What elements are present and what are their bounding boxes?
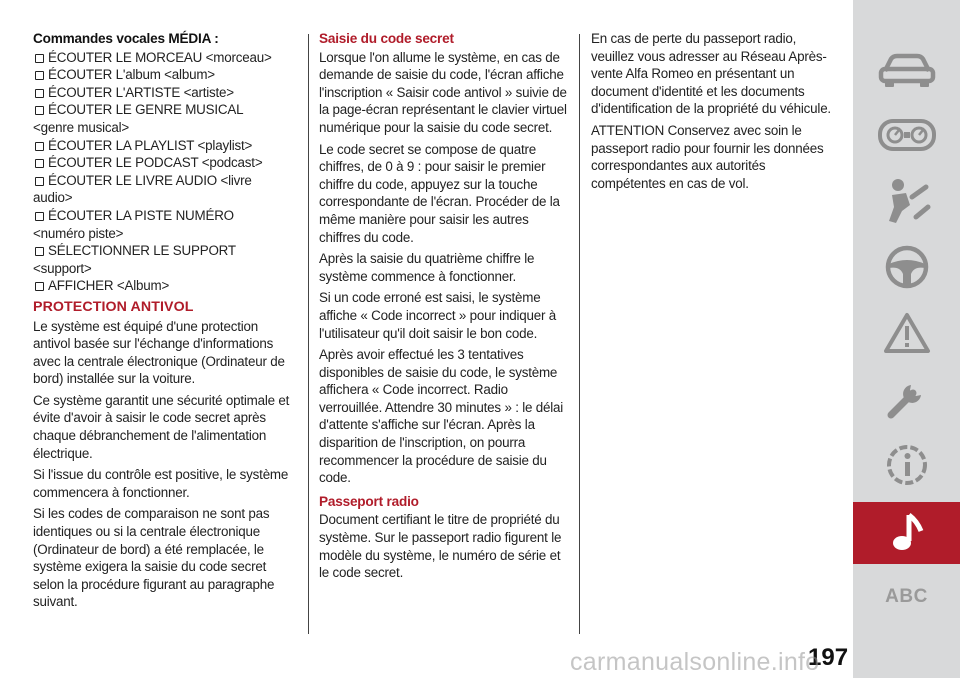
sidebar-item-driving[interactable] bbox=[853, 236, 960, 298]
command-item: ÉCOUTER LA PISTE NUMÉRO bbox=[33, 207, 295, 225]
checkbox-icon bbox=[35, 54, 44, 63]
checkbox-icon bbox=[35, 177, 44, 186]
command-item: ÉCOUTER LE PODCAST <podcast> bbox=[33, 154, 295, 172]
seatbelt-icon bbox=[882, 177, 932, 225]
music-note-icon bbox=[887, 511, 927, 555]
voice-commands-list bbox=[33, 49, 295, 295]
dashboard-icon bbox=[877, 115, 937, 155]
paragraph: Si un code erroné est saisi, le système affiche « Code incorrect » pour indiquer à l'utilisateur qu'il doit saisir le bon code. bbox=[319, 290, 556, 341]
command-item: ÉCOUTER LE LIVRE AUDIO <livre bbox=[33, 172, 295, 190]
command-item-continuation: <support> bbox=[33, 260, 92, 276]
command-item: ÉCOUTER L'album <album> bbox=[33, 66, 295, 84]
paragraph: Ce système garantit une sécurité optimale et évite d'avoir à saisir le code secret après chaque débranchement de l'alimentation électrique. bbox=[33, 392, 290, 461]
column-1 bbox=[33, 30, 295, 615]
column-divider bbox=[308, 34, 309, 634]
sidebar-item-safety[interactable] bbox=[853, 170, 960, 232]
sidebar-item-index[interactable]: ABC bbox=[885, 586, 928, 607]
checkbox-icon bbox=[35, 71, 44, 80]
command-item: AFFICHER <Album> bbox=[33, 277, 295, 295]
command-item: SÉLECTIONNER LE SUPPORT bbox=[33, 242, 295, 260]
chapter-sidebar bbox=[853, 0, 960, 678]
paragraph: Lorsque l'on allume le système, en cas de demande de saisie du code, l'écran affiche l'inscription « Saisir code antivol » suivie de la page-écran représentant le clavier virtuel numérique pour la saisie du code secret. bbox=[319, 49, 567, 135]
page-number: 197 bbox=[808, 644, 849, 671]
warning-icon bbox=[883, 311, 931, 355]
sidebar-item-maintenance[interactable] bbox=[853, 368, 960, 430]
sidebar-item-dashboard[interactable] bbox=[853, 104, 960, 166]
wrench-icon bbox=[883, 375, 931, 423]
paragraph: Document certifiant le titre de propriété du système. Sur le passeport radio figurent le modèle du système, le numéro de série et le code secret. bbox=[319, 512, 562, 581]
attention-paragraph: ATTENTION Conservez avec soin le passeport radio pour fournir les données correspondantes aux autorités compétentes en cas de vol. bbox=[591, 122, 824, 191]
checkbox-icon bbox=[35, 212, 44, 221]
car-icon bbox=[877, 49, 937, 89]
steering-wheel-icon bbox=[884, 244, 930, 290]
paragraph: Le code secret se compose de quatre chiffres, de 0 à 9 : pour saisir le premier chiffre du code, appuyez sur la touche correspondante de l'écran. Procéder de la même manière pour saisir les autres chiffres du code. bbox=[319, 141, 560, 245]
checkbox-icon bbox=[35, 106, 44, 115]
sidebar-item-car[interactable] bbox=[853, 38, 960, 100]
sidebar-item-emergency[interactable] bbox=[853, 302, 960, 364]
checkbox-icon bbox=[35, 247, 44, 256]
column-2 bbox=[319, 30, 569, 586]
column-divider bbox=[579, 34, 580, 634]
sidebar-item-multimedia[interactable] bbox=[853, 502, 960, 564]
antitheft-section-title: PROTECTION ANTIVOL bbox=[33, 298, 194, 315]
paragraph: Après avoir effectué les 3 tentatives disponibles de saisie du code, le système affichera « Code incorrect. Radio verrouillée. Attendre 30 minutes » : le délai d'attente s'affiche sur l'écran. Après la disparition de l'inscription, on pourra recommencer la procédure de saisie du code. bbox=[319, 347, 564, 486]
command-item-continuation: <numéro piste> bbox=[33, 225, 124, 241]
checkbox-icon bbox=[35, 89, 44, 98]
voice-commands-heading: Commandes vocales MÉDIA : bbox=[33, 31, 219, 46]
paragraph: Après la saisie du quatrième chiffre le système commence à fonctionner. bbox=[319, 251, 535, 284]
watermark: carmanualsonline.info bbox=[570, 648, 820, 676]
command-item: ÉCOUTER LE MORCEAU <morceau> bbox=[33, 49, 295, 67]
checkbox-icon bbox=[35, 142, 44, 151]
radio-passport-heading: Passeport radio bbox=[319, 493, 419, 509]
command-item: ÉCOUTER L'ARTISTE <artiste> bbox=[33, 84, 295, 102]
sidebar-item-technical-data[interactable] bbox=[853, 434, 960, 496]
checkbox-icon bbox=[35, 282, 44, 291]
secret-code-heading: Saisie du code secret bbox=[319, 31, 454, 46]
column-3 bbox=[591, 30, 831, 196]
paragraph: En cas de perte du passeport radio, veuillez vous adresser au Réseau Après-vente Alfa Romeo en présentant un document d'identité et les documents d'identification de la propriété du véhicule. bbox=[591, 31, 831, 117]
command-item-continuation: audio> bbox=[33, 190, 73, 206]
checkbox-icon bbox=[35, 159, 44, 168]
command-item-continuation: <genre musical> bbox=[33, 119, 129, 135]
paragraph: Si l'issue du contrôle est positive, le système commencera à fonctionner. bbox=[33, 467, 289, 500]
paragraph: Le système est équipé d'une protection antivol basée sur l'échange d'informations avec la centrale électronique (Ordinateur de bord) installée sur la voiture. bbox=[33, 318, 285, 387]
info-icon bbox=[884, 442, 930, 488]
paragraph: Si les codes de comparaison ne sont pas identiques ou si la centrale électronique (Ordinateur de bord) a été remplacée, le système exigera la saisie du code secret selon la procédure figurant au paragraphe suivant. bbox=[33, 506, 275, 610]
command-item: ÉCOUTER LE GENRE MUSICAL bbox=[33, 101, 295, 119]
command-item: ÉCOUTER LA PLAYLIST <playlist> bbox=[33, 137, 295, 155]
